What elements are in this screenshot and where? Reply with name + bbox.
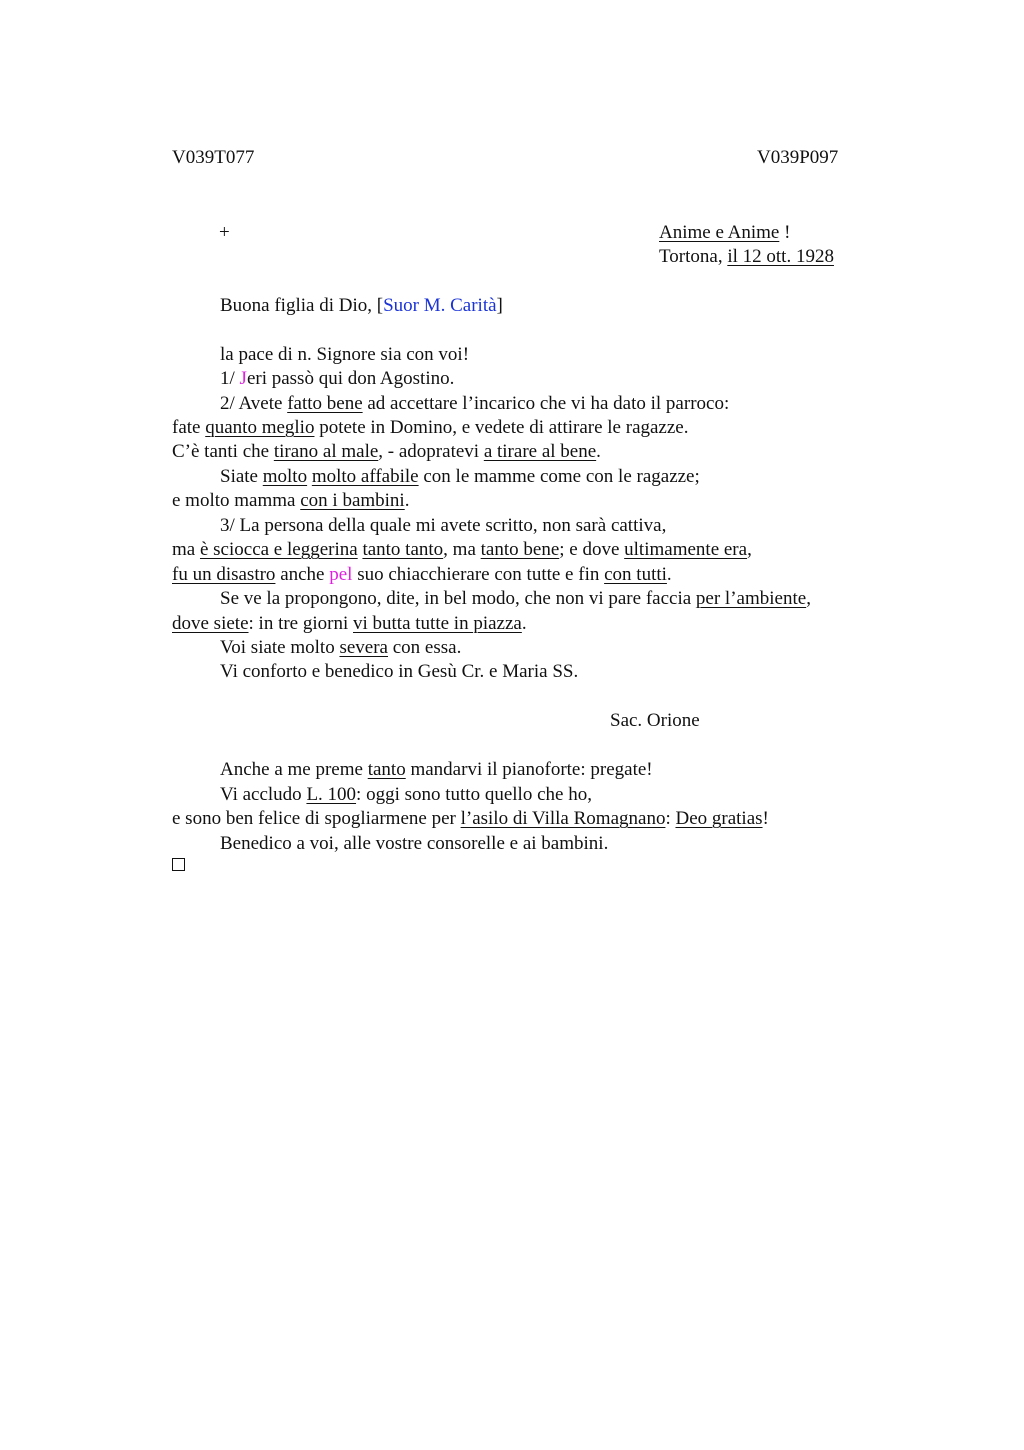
text-segment: ! <box>762 808 769 829</box>
text-segment: e sono ben felice di spogliarmene per <box>172 808 461 829</box>
text-segment: , <box>747 539 752 560</box>
underlined-text: quanto meglio <box>205 417 315 438</box>
paragraph-3-line-4 <box>220 587 811 611</box>
underlined-text: tanto bene <box>480 539 560 560</box>
paragraph-3-line-6 <box>220 636 461 660</box>
motto-exclamation: ! <box>779 222 791 243</box>
underlined-text: ultimamente era <box>624 539 748 560</box>
paragraph-3-line-2 <box>172 538 752 562</box>
text-segment: , - adopratevi <box>378 441 484 462</box>
text-segment: suo chiacchierare con tutte e fin <box>352 564 605 585</box>
greeting: la pace di n. Signore sia con voi! <box>220 344 470 365</box>
paragraph-3-line-7: Vi conforto e benedico in Gesù Cr. e Maria SS. <box>220 661 579 682</box>
text-segment: C’è tanti che <box>172 441 274 462</box>
text-segment: fate <box>172 417 206 438</box>
text-segment: e molto mamma <box>172 490 301 511</box>
underlined-text: severa <box>339 637 388 658</box>
postscript-line-4: Benedico a voi, alle vostre consorelle e ai bambini. <box>220 833 609 854</box>
document-code-left: V039T077 <box>172 147 255 168</box>
text-segment: ad accettare l’incarico che vi ha dato il parroco: <box>362 393 730 414</box>
document-code-right: V039P097 <box>757 147 839 168</box>
text-segment: ma <box>172 539 200 560</box>
paragraph-text: eri passò qui don Agostino. <box>246 368 455 389</box>
text-segment: . <box>596 441 601 462</box>
date: il 12 ott. 1928 <box>727 246 834 267</box>
underlined-text: tirano al male <box>273 441 379 462</box>
salutation-suffix: ] <box>496 295 503 316</box>
text-segment: : oggi sono tutto quello che ho, <box>356 784 592 805</box>
paragraph-number: 1/ <box>220 368 240 389</box>
cross-mark: + <box>219 222 230 243</box>
paragraph-2-line-1 <box>220 392 729 416</box>
text-segment: . <box>404 490 410 511</box>
text-segment: 2/ Avete <box>220 393 288 414</box>
underlined-text: vi butta tutte in piazza <box>353 613 522 634</box>
motto-line <box>659 221 790 245</box>
text-segment: Se ve la propongono, dite, in bel modo, che non vi pare faccia <box>220 588 696 609</box>
text-segment: . <box>521 613 527 634</box>
underlined-text: per l’ambiente <box>695 588 807 609</box>
salutation <box>220 294 503 318</box>
paragraph-3-line-1: 3/ La persona della quale mi avete scritto, non sarà cattiva, <box>220 515 667 536</box>
underlined-text: è sciocca e leggerina <box>199 539 358 560</box>
text-segment: ; e dove <box>559 539 625 560</box>
text-segment: , <box>806 588 811 609</box>
underlined-text: a tirare al bene <box>483 441 597 462</box>
place-date-line <box>659 245 834 269</box>
underlined-text: molto <box>262 466 308 487</box>
paragraph-2-line-4 <box>220 465 700 489</box>
text-segment: . <box>666 564 672 585</box>
text-segment: : <box>665 808 676 829</box>
text-segment: Siate <box>220 466 263 487</box>
text-segment: , ma <box>443 539 481 560</box>
paragraph-2-line-3 <box>172 440 601 464</box>
place: Tortona, <box>659 246 728 267</box>
underlined-text: fu un disastro <box>172 564 276 585</box>
text-segment: anche <box>275 564 330 585</box>
end-marker-box <box>172 858 185 871</box>
underlined-text: Deo gratias <box>675 808 763 829</box>
underlined-text: con i bambini <box>300 490 405 511</box>
underlined-text: dove siete <box>172 613 249 634</box>
paragraph-3-line-5 <box>172 612 527 636</box>
signature: Sac. Orione <box>610 710 700 731</box>
underlined-text: molto affabile <box>311 466 419 487</box>
editorial-initial: J <box>239 368 247 389</box>
paragraph-2-line-2 <box>172 416 689 440</box>
text-segment: Voi siate molto <box>220 637 340 658</box>
paragraph-3-line-3 <box>172 563 672 587</box>
underlined-text: tanto <box>367 759 406 780</box>
recipient-name: Suor M. Carità <box>383 295 497 316</box>
motto-text: Anime e Anime <box>659 222 780 243</box>
postscript-line-2 <box>220 783 592 807</box>
postscript-line-3 <box>172 807 769 831</box>
text-segment: con essa. <box>388 637 462 658</box>
editorial-word: pel <box>329 564 353 585</box>
text-segment: con le mamme come con le ragazze; <box>418 466 700 487</box>
text-segment: Vi accludo <box>220 784 307 805</box>
underlined-text: fatto bene <box>287 393 363 414</box>
text-segment: potete in Domino, e vedete di attirare le ragazze. <box>314 417 689 438</box>
underlined-text: l’asilo di Villa Romagnano <box>460 808 666 829</box>
underlined-text: con tutti <box>604 564 667 585</box>
underlined-text: tanto tanto <box>362 539 444 560</box>
paragraph-2-line-5 <box>172 489 409 513</box>
text-segment: mandarvi il pianoforte: pregate! <box>405 759 653 780</box>
postscript-line-1 <box>220 758 653 782</box>
underlined-text: L. 100 <box>306 784 357 805</box>
paragraph-1 <box>220 367 454 391</box>
salutation-prefix: Buona figlia di Dio, [ <box>220 295 384 316</box>
text-segment: Anche a me preme <box>220 759 368 780</box>
text-segment: : in tre giorni <box>248 613 353 634</box>
